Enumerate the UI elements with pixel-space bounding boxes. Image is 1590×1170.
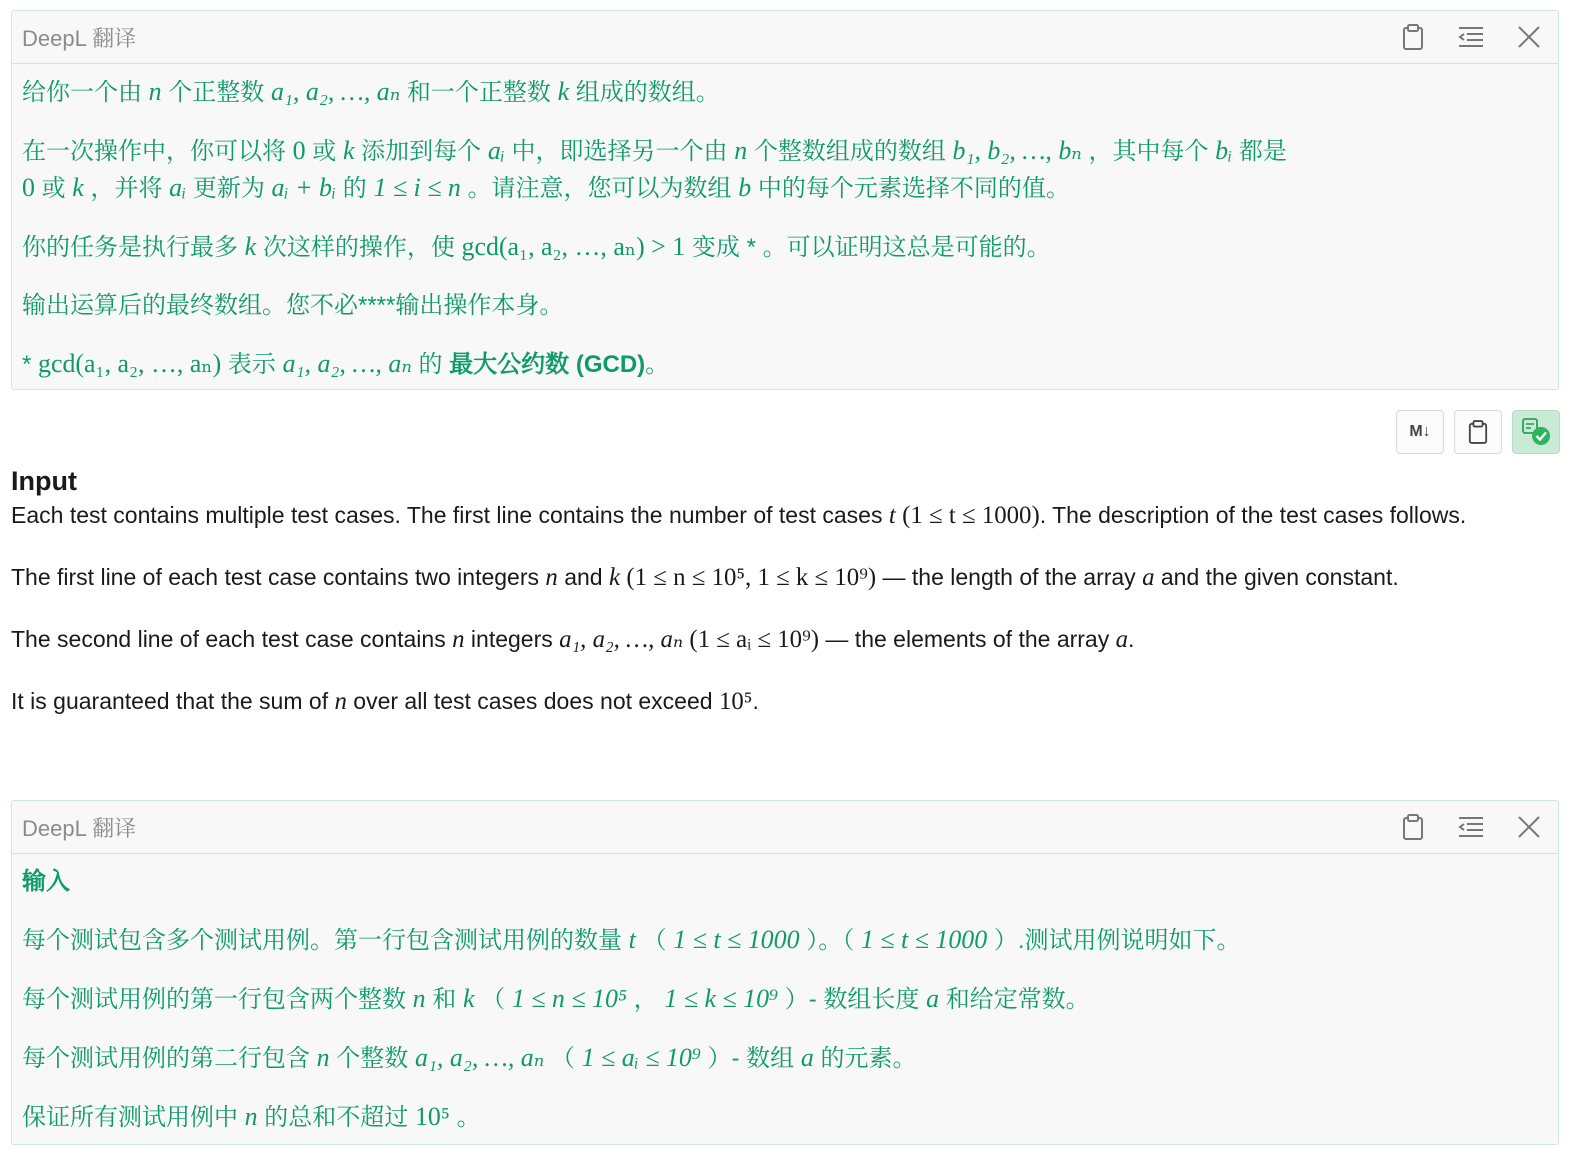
translation-paragraph-4: 保证所有测试用例中 n 的总和不超过 10⁵ 。	[22, 1102, 481, 1131]
input-paragraph-1: Each test contains multiple test cases. The first line contains the number of test cases t (1 ≤ t ≤ 1000). The description of the test cases follows.	[11, 502, 1467, 529]
copy-button[interactable]	[1454, 410, 1502, 454]
translation-paragraph-1: 给你一个由 n 个正整数 a₁, a₂, …, aₙ 和一个正整数 k 组成的数组。	[22, 77, 720, 106]
deepl-translation-panel-top	[11, 10, 1559, 390]
input-paragraph-4: It is guaranteed that the sum of n over all test cases does not exceed 10⁵.	[11, 688, 759, 715]
deepl-panel-tools	[1398, 812, 1544, 842]
clipboard-icon	[1468, 420, 1488, 444]
translation-paragraph-3: 每个测试用例的第二行包含 n 个整数 a₁, a₂, …, aₙ （ 1 ≤ aᵢ ≤ 10⁹ ）- 数组 a 的元素。	[22, 1043, 917, 1072]
translation-paragraph-2: 在一次操作中，你可以将 0 或 k 添加到每个 aᵢ 中，即选择另一个由 n 个整数组成的数组 b₁, b₂, …, bₙ ，其中每个 bᵢ 都是 0 或 k ，并将 aᵢ 更新为 aᵢ + bᵢ 的 1 ≤ i ≤ n 。请注意，您可以为数组 b 中的每个元素选择不同的值。	[22, 136, 1287, 202]
deepl-panel-title: DeepL 翻译	[22, 815, 137, 841]
clipboard-icon[interactable]	[1398, 22, 1428, 52]
translation-paragraph-4: 输出运算后的最终数组。您不必****输出操作本身。	[22, 292, 564, 319]
close-icon[interactable]	[1514, 22, 1544, 52]
translation-paragraph-3: 你的任务是执行最多 k 次这样的操作，使 gcd(a₁, a₂, …, aₙ) > 1 变成 * 。可以证明这总是可能的。	[22, 232, 1051, 261]
deepl-panel-body	[12, 64, 1558, 383]
deepl-panel-tools	[1398, 22, 1544, 52]
deepl-translation-panel-bottom	[11, 800, 1559, 1145]
close-icon[interactable]	[1514, 812, 1544, 842]
clipboard-icon[interactable]	[1398, 812, 1428, 842]
deepl-panel-header	[12, 801, 1558, 854]
translation-footnote: * gcd(a₁, a₂, …, aₙ) 表示 a₁, a₂, …, aₙ 的 最大公约数 (GCD)。	[22, 349, 670, 378]
deepl-panel-body	[12, 854, 1558, 1136]
collapse-lines-icon[interactable]	[1456, 22, 1486, 52]
translate-button[interactable]	[1512, 410, 1560, 454]
input-paragraph-2: The first line of each test case contains two integers n and k (1 ≤ n ≤ 10⁵, 1 ≤ k ≤ 10⁹) — the length of the array a and the given constant.	[11, 564, 1399, 591]
section-action-bar	[1396, 410, 1560, 454]
collapse-lines-icon[interactable]	[1456, 812, 1486, 842]
markdown-copy-button[interactable]: M↓	[1396, 410, 1444, 454]
gcd-link[interactable]: 最大公约数 (GCD)	[449, 351, 646, 378]
deepl-panel-header	[12, 11, 1558, 64]
translate-done-icon	[1520, 417, 1552, 447]
input-section	[11, 464, 1559, 719]
translation-paragraph-2: 每个测试用例的第一行包含两个整数 n 和 k （ 1 ≤ n ≤ 10⁵ ， 1 ≤ k ≤ 10⁹ ）- 数组长度 a 和给定常数。	[22, 984, 1090, 1013]
input-heading: Input	[11, 466, 77, 496]
deepl-panel-title: DeepL 翻译	[22, 25, 137, 51]
translation-heading: 输入	[22, 868, 70, 895]
input-paragraph-3: The second line of each test case contains n integers a₁, a₂, …, aₙ (1 ≤ aᵢ ≤ 10⁹) — the elements of the array a.	[11, 626, 1135, 653]
translation-paragraph-1: 每个测试包含多个测试用例。第一行包含测试用例的数量 t （ 1 ≤ t ≤ 1000 ）。（ 1 ≤ t ≤ 1000 ）.测试用例说明如下。	[22, 925, 1241, 954]
